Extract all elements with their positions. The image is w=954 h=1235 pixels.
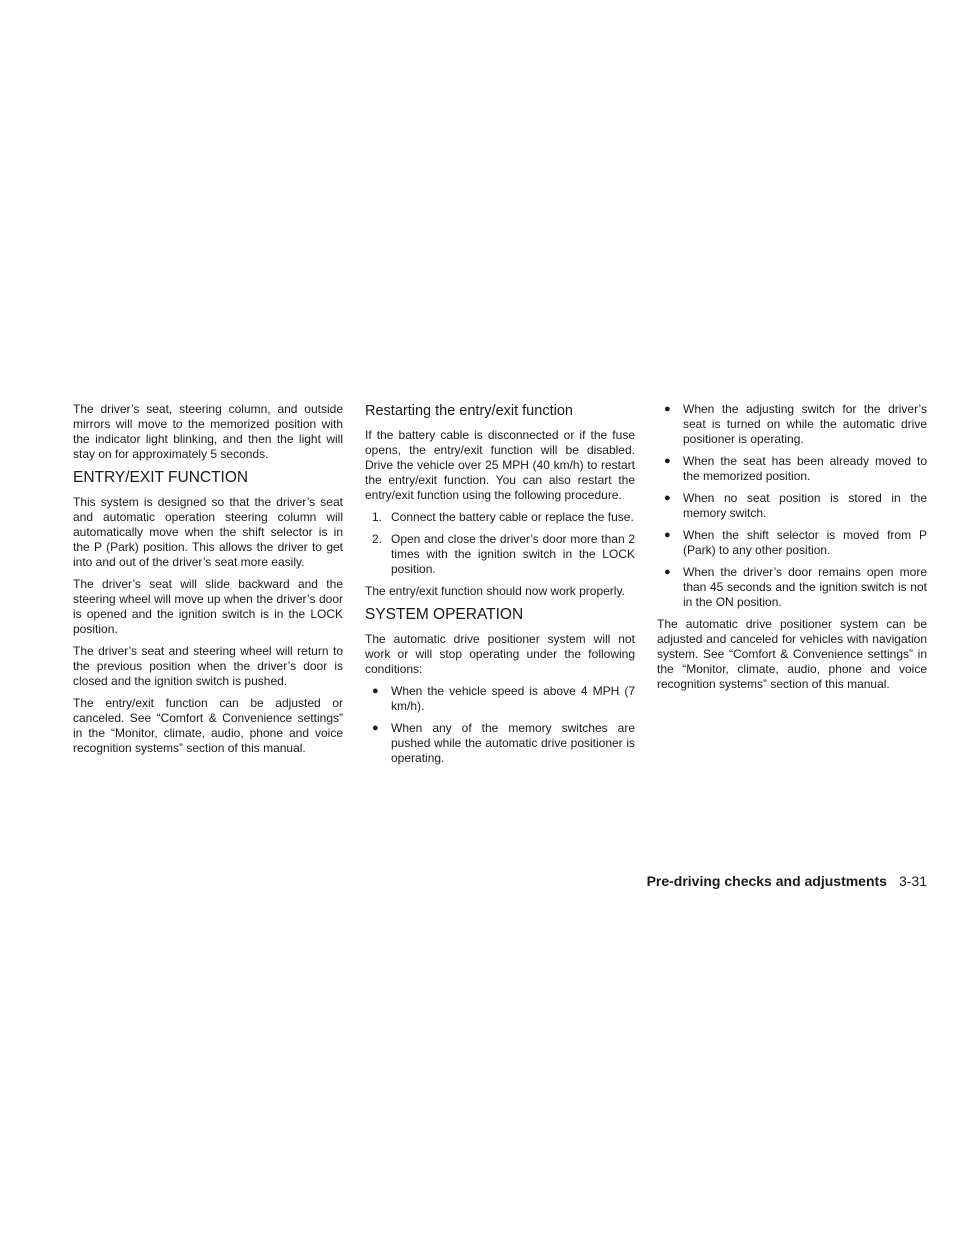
bullet-text: When any of the memory switches are pushed while the automatic drive positioner is operating.	[391, 721, 635, 765]
bullet-icon: ●	[664, 492, 671, 504]
intro-paragraph: The driver’s seat, steering column, and outside mirrors will move to the memorized position with the indicator light blinking, and then the light will stay on for approximately 5 seconds.	[73, 402, 343, 461]
paragraph: The entry/exit function can be adjusted or canceled. See “Comfort & Convenience settings” in the “Monitor, climate, audio, phone and voice recognition systems” section of this manual.	[73, 696, 343, 755]
column-2	[365, 402, 635, 773]
page-number: 3-31	[898, 873, 927, 889]
bullet-icon: ●	[664, 566, 671, 578]
list-item	[365, 721, 635, 766]
restarting-subheading: Restarting the entry/exit function	[365, 403, 573, 419]
conditions-list-continued	[657, 402, 927, 610]
paragraph: The automatic drive positioner system can be adjusted and canceled for vehicles with navigation system. See “Comfort & Convenience settings” in the “Monitor, climate, audio, phone and voice recognition systems” section of this manual.	[657, 617, 927, 691]
bullet-text: When the shift selector is moved from P (Park) to any other position.	[683, 528, 927, 557]
bullet-text: When no seat position is stored in the memory switch.	[683, 491, 927, 520]
list-item	[365, 532, 635, 577]
paragraph: The automatic drive positioner system will not work or will stop operating under the following conditions:	[365, 632, 635, 676]
paragraph: The driver’s seat will slide backward and the steering wheel will move up when the driver’s door is opened and the ignition switch is in the LOCK position.	[73, 577, 343, 636]
list-item	[657, 402, 927, 447]
column-1	[73, 402, 343, 763]
bullet-icon: ●	[372, 685, 379, 697]
bullet-icon: ●	[664, 403, 671, 415]
list-item	[365, 684, 635, 714]
paragraph: The driver’s seat and steering wheel will return to the previous position when the driver’s door is closed and the ignition switch is pushed.	[73, 644, 343, 688]
bullet-icon: ●	[372, 722, 379, 734]
system-operation-heading: SYSTEM OPERATION	[365, 606, 524, 623]
procedure-list	[365, 510, 635, 577]
bullet-icon: ●	[664, 529, 671, 541]
list-item	[365, 510, 635, 525]
paragraph: If the battery cable is disconnected or if the fuse opens, the entry/exit function will be disabled. Drive the vehicle over 25 MPH (40 km/h) to restart the entry/exit function. You can also restart the entry/exit function using the following procedure.	[365, 428, 635, 502]
bullet-text: When the driver’s door remains open more than 45 seconds and the ignition switch is not in the ON position.	[683, 565, 927, 609]
bullet-icon: ●	[664, 455, 671, 467]
step-text: Open and close the driver’s door more than 2 times with the ignition switch in the LOCK position.	[391, 532, 635, 576]
page-footer	[500, 872, 927, 890]
conditions-list	[365, 684, 635, 766]
list-item	[657, 528, 927, 558]
bullet-text: When the seat has been already moved to the memorized position.	[683, 454, 927, 483]
paragraph: This system is designed so that the driver’s seat and automatic operation steering column will automatically move when the shift selector is in the P (Park) position. This allows the driver to get into and out of the driver’s seat more easily.	[73, 495, 343, 569]
paragraph: The entry/exit function should now work properly.	[365, 584, 625, 598]
footer-section-title: Pre-driving checks and adjustments	[646, 873, 887, 889]
bullet-text: When the vehicle speed is above 4 MPH (7 km/h).	[391, 684, 635, 713]
bullet-text: When the adjusting switch for the driver’s seat is turned on while the automatic drive positioner is operating.	[683, 402, 927, 446]
step-number: 1.	[372, 510, 383, 524]
step-text: Connect the battery cable or replace the fuse.	[391, 510, 634, 524]
list-item	[657, 454, 927, 484]
step-number: 2.	[372, 532, 383, 546]
entry-exit-heading: ENTRY/EXIT FUNCTION	[73, 469, 249, 486]
list-item	[657, 565, 927, 610]
list-item	[657, 491, 927, 521]
column-3	[657, 402, 927, 699]
